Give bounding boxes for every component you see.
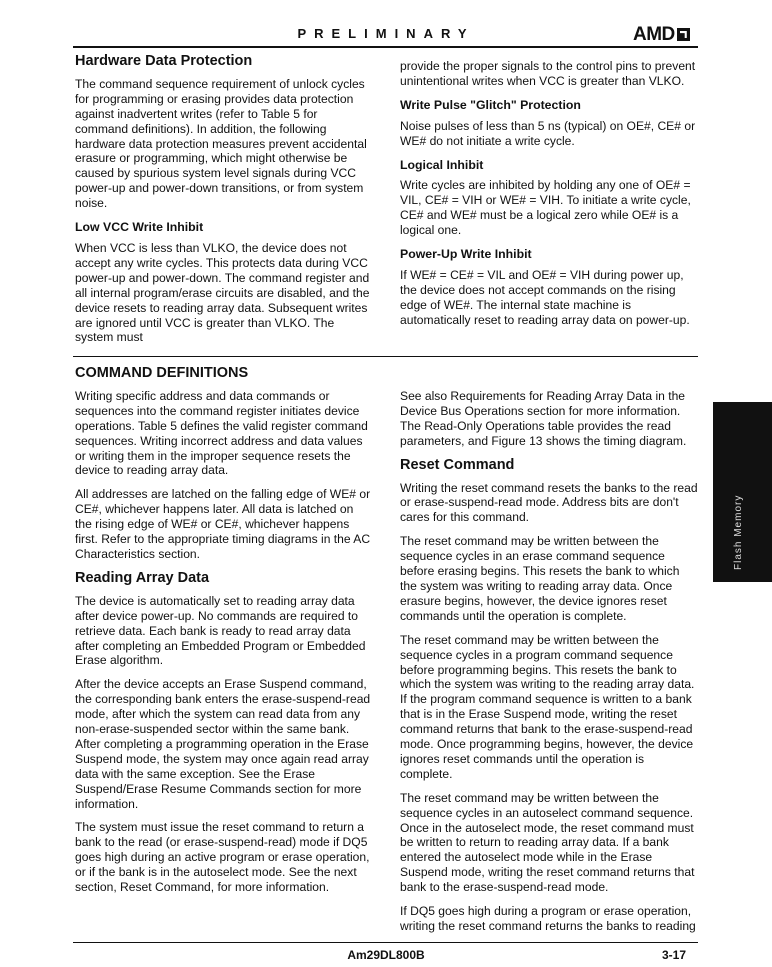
footer-model: Am29DL800B bbox=[347, 948, 425, 962]
reset-p3: The reset command may be written between the sequence cycles in a program command sequence before programming begins. This resets the bank to which the system was writing to the reading array data. If the program command sequence is written to a bank that is in the Erase Suspend mode, writing the reset command returns that bank to the erase-suspend-read mode. Once programming begins, however, the device ignores reset commands until the operation is complete. bbox=[400, 632, 695, 781]
amd-arrow-icon bbox=[677, 28, 690, 41]
left-bottom-column bbox=[75, 366, 371, 904]
right-bottom-column bbox=[400, 389, 698, 943]
hardware-protection-text: The command sequence requirement of unlock cycles for programming or erasing provides data protection against inadvertent writes (refer to Table 5 for command definitions). In addition, the following hardware data protection measures prevent accidental erasure or programming, which might otherwise be caused by spurious system level signals during VCC power-up and power-down transitions, or from system noise. bbox=[75, 76, 367, 211]
lowvcc-text: When VCC is less than VLKO, the device does not accept any write cycles. This protects data during VCC power-up and power-down. The command register and all internal program/erase circuits are disabled, and the device resets to reading array data. Subsequent writes are ignored until VCC is greater than VLKO. The system must bbox=[75, 240, 370, 345]
preliminary-label: PRELIMINARY bbox=[297, 26, 475, 41]
glitch-text: Noise pulses of less than 5 ns (typical) on OE#, CE# or WE# do not initiate a write cycle. bbox=[400, 118, 696, 148]
glitch-title: Write Pulse "Glitch" Protection bbox=[400, 97, 581, 112]
header-rule bbox=[73, 46, 698, 48]
side-tab-label: Flash Memory bbox=[733, 494, 744, 570]
reading-array-p1: The device is automatically set to reading array data after device power-up. No commands are required to retrieve data. Each bank is ready to read array data after completing an Embedded Program or Embedded Erase algorithm. bbox=[75, 593, 366, 668]
powerup-text: If WE# = CE# = VIL and OE# = VIH during power up, the device does not accept commands on the rising edge of WE#. The internal state machine is automatically reset to reading array data on power-up. bbox=[400, 267, 690, 327]
read-requirements-text: See also Requirements for Reading Array Data in the Device Bus Operations section for more information. The Read-Only Operations table provides the read parameters, and Figure 13 shows the timing diagram. bbox=[400, 389, 687, 448]
right-top-column bbox=[400, 59, 698, 337]
reset-p2: The reset command may be written between the sequence cycles in an erase command sequence before erasing begins. This resets the bank to which the system was writing to reading array data. Once erasure begins, however, the device ignores reset commands until the operation is complete. bbox=[400, 534, 680, 623]
command-definitions-title: COMMAND DEFINITIONS bbox=[75, 365, 249, 381]
logical-inhibit-text: Write cycles are inhibited by holding any one of OE# = VIL, CE# = VIH or WE# = VIH. To initiate a write cycle, CE# and WE# must be a logical zero while OE# is a logical one. bbox=[400, 178, 691, 238]
reset-p4: The reset command may be written between the sequence cycles in an autoselect command sequence. Once in the autoselect mode, the reset command must be written to return to reading array data. If a bank entered the autoselect mode while in the Erase Suspend mode, writing the reset command returns that bank to the erase-suspend-read mode. bbox=[400, 790, 695, 895]
left-top-column bbox=[75, 54, 371, 354]
command-definitions-p1: Writing specific address and data commands or sequences into the command register initiates device operations. Table 5 defines the valid register command sequences. Writing incorrect address and data values or writing them in the improper sequence resets the device to reading array data. bbox=[75, 388, 368, 478]
logical-inhibit-title: Logical Inhibit bbox=[400, 157, 484, 172]
footer-page-number: 3-17 bbox=[662, 948, 687, 962]
powerup-title: Power-Up Write Inhibit bbox=[400, 247, 532, 262]
reading-array-p2: After the device accepts an Erase Suspend command, the corresponding bank enters the erase-suspend-read mode, after which the system can read data from any non-erase-suspended sector within the same bank. After completing a programming operation in the Erase Suspend mode, the system may once again read array data with the same exception. See the Erase Suspend/Erase Resume Commands section for more information. bbox=[75, 677, 371, 811]
reading-array-p3: The system must issue the reset command to return a bank to the read (or erase-suspend-read) mode if DQ5 goes high during an active program or erase operation, or if the bank is in the autoselect mode. See the next section, Reset Command, for more information. bbox=[75, 820, 370, 895]
lowvcc-continued: provide the proper signals to the control pins to prevent unintentional writes when VCC is greater than VLKO. bbox=[400, 59, 696, 88]
reset-command-title: Reset Command bbox=[400, 456, 515, 473]
reset-p1: Writing the reset command resets the banks to the read or erase-suspend-read mode. Address bits are don't cares for this command. bbox=[400, 480, 698, 525]
section-rule bbox=[73, 356, 698, 357]
command-definitions-p2: All addresses are latched on the falling edge of WE# or CE#, whichever happens later. All data is latched on the rising edge of WE# or CE#, whichever happens first. Refer to the appropriate timing diagrams in the AC Characteristics section. bbox=[75, 487, 371, 561]
reset-p5: If DQ5 goes high during a program or erase operation, writing the reset command returns the banks to reading bbox=[400, 904, 696, 933]
footer-rule bbox=[73, 942, 698, 943]
amd-logo bbox=[633, 24, 690, 46]
lowvcc-title: Low VCC Write Inhibit bbox=[75, 220, 204, 235]
side-tab bbox=[713, 402, 772, 582]
reading-array-title: Reading Array Data bbox=[75, 569, 210, 586]
amd-logo-text: AMD bbox=[633, 24, 675, 45]
hardware-protection-title: Hardware Data Protection bbox=[75, 53, 253, 69]
